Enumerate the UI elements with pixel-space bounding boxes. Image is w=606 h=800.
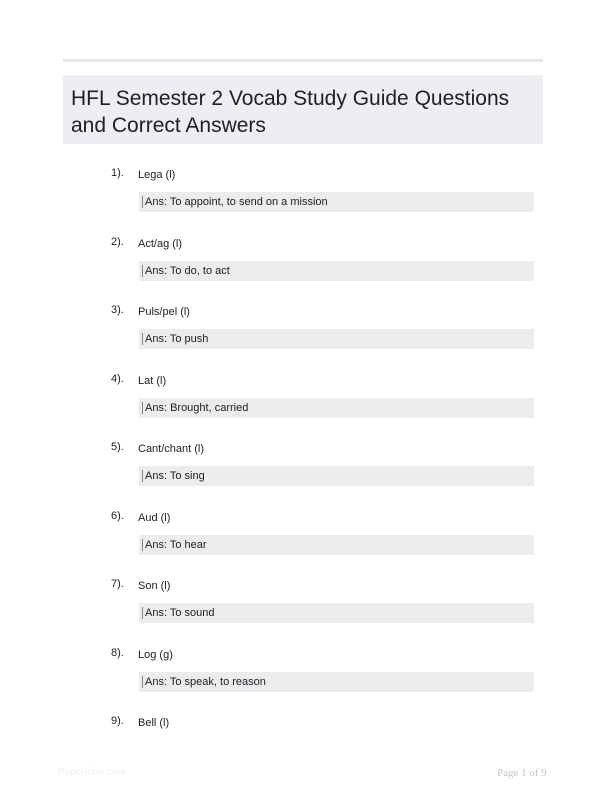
question-item	[0, 235, 606, 304]
answer-box: Ans: To do, to act	[139, 261, 534, 281]
question-item	[0, 166, 606, 235]
question-list	[0, 166, 606, 783]
question-number: 7).	[111, 578, 124, 590]
question-term: Lat (l)	[138, 374, 167, 387]
answer-box: Ans: To sing	[139, 466, 534, 486]
answer-box: Ans: To sound	[139, 603, 534, 623]
question-item	[0, 577, 606, 646]
question-term: Lega (l)	[138, 169, 176, 181]
question-term: Act/ag (l)	[138, 237, 183, 250]
question-item	[0, 646, 606, 715]
question-term: Cant/chant (l)	[138, 443, 205, 455]
question-term: Log (g)	[138, 648, 173, 661]
question-term: Aud (l)	[138, 511, 171, 524]
answer-box: Ans: To speak, to reason	[139, 672, 534, 692]
question-term: Bell (l)	[138, 717, 170, 729]
question-item	[0, 303, 606, 372]
top-divider	[63, 59, 543, 62]
question-number: 6).	[111, 509, 124, 522]
question-number: 8).	[111, 646, 124, 659]
question-term: Puls/pel (l)	[138, 306, 190, 318]
page-number: Page 1 of 9	[497, 767, 547, 779]
answer-box: Ans: Brought, carried	[139, 398, 534, 418]
question-term: Son (l)	[138, 580, 171, 592]
question-item	[0, 440, 606, 509]
title-banner	[63, 75, 543, 144]
answer-box: Ans: To hear	[139, 535, 534, 555]
answer-box: Ans: To push	[139, 329, 534, 349]
question-number: 9).	[111, 715, 124, 727]
question-number: 4).	[111, 372, 124, 385]
question-number: 2).	[111, 235, 124, 248]
question-number: 5).	[111, 441, 124, 453]
page-title: HFL Semester 2 Vocab Study Guide Questions and Correct Answers	[71, 87, 510, 137]
question-number: 1).	[111, 167, 124, 179]
question-item	[0, 509, 606, 578]
answer-box: Ans: To appoint, to send on a mission	[139, 192, 534, 212]
question-item	[0, 372, 606, 441]
question-number: 3).	[111, 304, 124, 316]
watermark-text: Papertribe.com	[58, 767, 126, 778]
